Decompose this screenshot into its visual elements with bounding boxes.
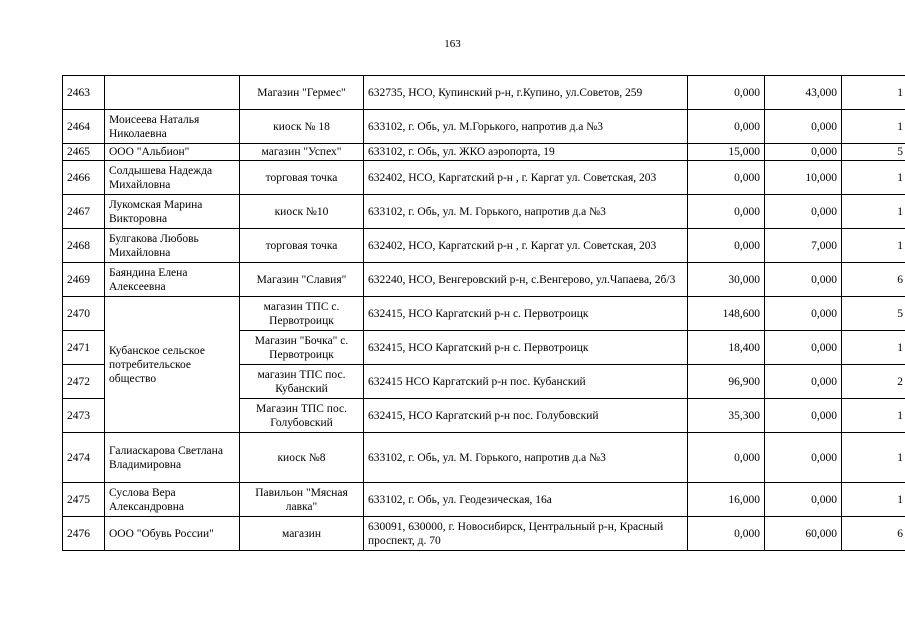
record-number-cell: 2464 xyxy=(63,110,105,144)
value-cell: 0,000 xyxy=(688,76,765,110)
value-cell: 0,000 xyxy=(765,110,842,144)
count-cell: 6 xyxy=(842,263,905,297)
record-number-cell: 2467 xyxy=(63,195,105,229)
table-row xyxy=(63,229,905,263)
outlet-type-cell: торговая точка xyxy=(240,229,364,263)
value-cell: 10,000 xyxy=(765,161,842,195)
value-cell: 15,000 xyxy=(688,144,765,161)
records-table-body xyxy=(63,76,905,551)
value-cell: 0,000 xyxy=(765,195,842,229)
value-cell: 0,000 xyxy=(688,229,765,263)
record-number-cell: 2463 xyxy=(63,76,105,110)
address-cell: 633102, г. Обь, ул. ЖКО аэропорта, 19 xyxy=(364,144,688,161)
organization-cell: ООО "Обувь России" xyxy=(105,517,240,551)
table-row xyxy=(63,517,905,551)
value-cell: 0,000 xyxy=(765,365,842,399)
value-cell: 0,000 xyxy=(688,517,765,551)
value-cell: 148,600 xyxy=(688,297,765,331)
value-cell: 0,000 xyxy=(765,144,842,161)
value-cell: 96,900 xyxy=(688,365,765,399)
value-cell: 0,000 xyxy=(765,263,842,297)
table-row xyxy=(63,263,905,297)
table-row xyxy=(63,195,905,229)
value-cell: 0,000 xyxy=(688,161,765,195)
organization-cell: Солдышева Надежда Михайловна xyxy=(105,161,240,195)
address-cell: 632415, НСО Каргатский р-н с. Первотроицк xyxy=(364,331,688,365)
table-row xyxy=(63,297,905,331)
value-cell: 0,000 xyxy=(688,110,765,144)
record-number-cell: 2465 xyxy=(63,144,105,161)
value-cell: 0,000 xyxy=(765,483,842,517)
count-cell: 1 xyxy=(842,399,905,433)
table-row xyxy=(63,433,905,483)
count-cell: 1 xyxy=(842,433,905,483)
outlet-type-cell: Магазин "Бочка" с. Первотроицк xyxy=(240,331,364,365)
outlet-type-cell: магазин ТПС с. Первотроицк xyxy=(240,297,364,331)
address-cell: 632240, НСО, Венгеровский р-н, с.Венгерово, ул.Чапаева, 2б/3 xyxy=(364,263,688,297)
outlet-type-cell: киоск №8 xyxy=(240,433,364,483)
count-cell: 5 xyxy=(842,144,905,161)
address-cell: 632402, НСО, Каргатский р-н , г. Каргат ул. Советская, 203 xyxy=(364,229,688,263)
address-cell: 632735, НСО, Купинский р-н, г.Купино, ул.Советов, 259 xyxy=(364,76,688,110)
value-cell: 43,000 xyxy=(765,76,842,110)
table-row xyxy=(63,76,905,110)
organization-cell: Галиаскарова Светлана Владимировна xyxy=(105,433,240,483)
record-number-cell: 2476 xyxy=(63,517,105,551)
value-cell: 60,000 xyxy=(765,517,842,551)
table-row xyxy=(63,144,905,161)
count-cell: 1 xyxy=(842,331,905,365)
value-cell: 18,400 xyxy=(688,331,765,365)
value-cell: 0,000 xyxy=(688,433,765,483)
record-number-cell: 2468 xyxy=(63,229,105,263)
count-cell: 2 xyxy=(842,365,905,399)
count-cell: 1 xyxy=(842,76,905,110)
table-row xyxy=(63,161,905,195)
organization-cell: Моисеева Наталья Николаевна xyxy=(105,110,240,144)
count-cell: 1 xyxy=(842,229,905,263)
outlet-type-cell: Павильон "Мясная лавка" xyxy=(240,483,364,517)
organization-cell: Баяндина Елена Алексеевна xyxy=(105,263,240,297)
outlet-type-cell: торговая точка xyxy=(240,161,364,195)
record-number-cell: 2475 xyxy=(63,483,105,517)
count-cell: 6 xyxy=(842,517,905,551)
address-cell: 633102, г. Обь, ул. М. Горького, напротив д.а №3 xyxy=(364,195,688,229)
count-cell: 5 xyxy=(842,297,905,331)
table-row xyxy=(63,110,905,144)
count-cell: 1 xyxy=(842,483,905,517)
address-cell: 632415, НСО Каргатский р-н пос. Голубовский xyxy=(364,399,688,433)
organization-cell: Булгакова Любовь Михайловна xyxy=(105,229,240,263)
outlet-type-cell: Магазин "Гермес" xyxy=(240,76,364,110)
value-cell: 0,000 xyxy=(765,433,842,483)
organization-cell: Лукомская Марина Викторовна xyxy=(105,195,240,229)
record-number-cell: 2474 xyxy=(63,433,105,483)
outlet-type-cell: магазин xyxy=(240,517,364,551)
outlet-type-cell: Магазин "Славия" xyxy=(240,263,364,297)
count-cell: 1 xyxy=(842,161,905,195)
page-number: 163 xyxy=(444,38,461,50)
count-cell: 1 xyxy=(842,110,905,144)
value-cell: 0,000 xyxy=(688,195,765,229)
value-cell: 0,000 xyxy=(765,297,842,331)
organization-cell xyxy=(105,76,240,110)
value-cell: 0,000 xyxy=(765,399,842,433)
address-cell: 633102, г. Обь, ул. М. Горького, напротив д.а №3 xyxy=(364,433,688,483)
record-number-cell: 2471 xyxy=(63,331,105,365)
value-cell: 30,000 xyxy=(688,263,765,297)
record-number-cell: 2469 xyxy=(63,263,105,297)
value-cell: 0,000 xyxy=(765,331,842,365)
address-cell: 633102, г. Обь, ул. Геодезическая, 16а xyxy=(364,483,688,517)
address-cell: 630091, 630000, г. Новосибирск, Центральный р-н, Красный проспект, д. 70 xyxy=(364,517,688,551)
table-row xyxy=(63,483,905,517)
value-cell: 35,300 xyxy=(688,399,765,433)
records-table xyxy=(62,75,905,551)
record-number-cell: 2466 xyxy=(63,161,105,195)
address-cell: 633102, г. Обь, ул. М.Горького, напротив д.а №3 xyxy=(364,110,688,144)
record-number-cell: 2472 xyxy=(63,365,105,399)
address-cell: 632415 НСО Каргатский р-н пос. Кубанский xyxy=(364,365,688,399)
value-cell: 7,000 xyxy=(765,229,842,263)
record-number-cell: 2470 xyxy=(63,297,105,331)
value-cell: 16,000 xyxy=(688,483,765,517)
organization-cell: Суслова Вера Александровна xyxy=(105,483,240,517)
record-number-cell: 2473 xyxy=(63,399,105,433)
organization-cell: Кубанское сельское потребительское общество xyxy=(105,297,240,433)
outlet-type-cell: магазин "Успех" xyxy=(240,144,364,161)
organization-cell: ООО "Альбион" xyxy=(105,144,240,161)
address-cell: 632402, НСО, Каргатский р-н , г. Каргат ул. Советская, 203 xyxy=(364,161,688,195)
count-cell: 1 xyxy=(842,195,905,229)
address-cell: 632415, НСО Каргатский р-н с. Первотроицк xyxy=(364,297,688,331)
outlet-type-cell: магазин ТПС пос. Кубанский xyxy=(240,365,364,399)
outlet-type-cell: киоск №10 xyxy=(240,195,364,229)
outlet-type-cell: Магазин ТПС пос. Голубовский xyxy=(240,399,364,433)
outlet-type-cell: киоск № 18 xyxy=(240,110,364,144)
